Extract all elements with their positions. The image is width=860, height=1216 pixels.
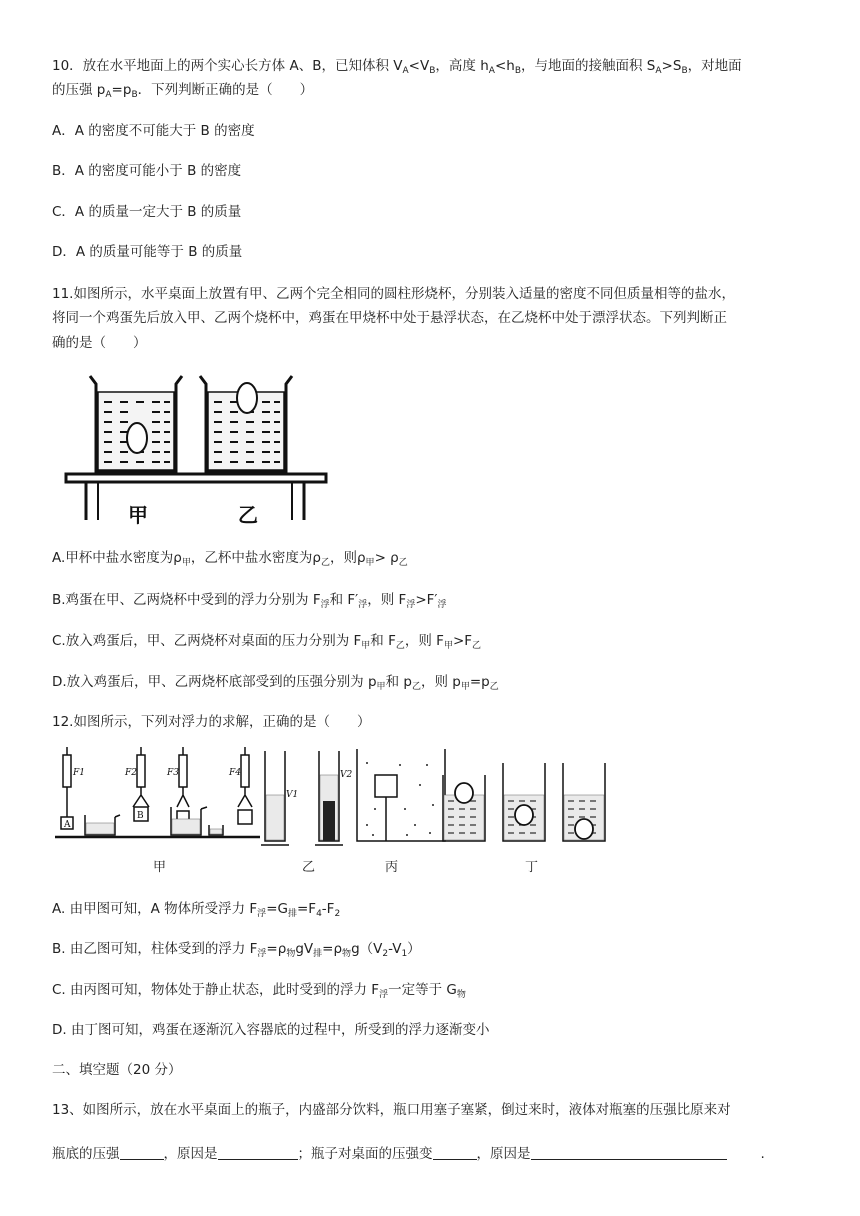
egg-right	[237, 383, 257, 413]
mark-f2: F2	[125, 768, 137, 778]
q10-stem-line2: 的压强 $p_A=p_B$．下列判断正确的是（ ）	[52, 82, 314, 100]
q10-option-d: D．A 的质量可能等于 B 的质量	[52, 244, 243, 260]
fig-label-jia: 甲	[128, 503, 148, 527]
label-jia: 甲	[153, 860, 167, 875]
section-title: 二、填空题（20 分）	[52, 1062, 182, 1078]
q12-option-b: B. 由乙图可知，柱体受到的浮力 $F_浮=\rho_物gV_排=\rho_物g(V_2-V_1)$	[52, 941, 421, 959]
blank-2[interactable]	[218, 1145, 298, 1160]
mark-f4: F4	[229, 768, 241, 778]
q10-option-c: C．A 的质量一定大于 B 的质量	[52, 204, 242, 220]
q10-option-a: A．A 的密度不可能大于 B 的密度	[52, 123, 255, 139]
label-bing: 丙	[385, 860, 399, 875]
q11-stem-line2: 将同一个鸡蛋先后放入甲、乙两个烧杯中，鸡蛋在甲烧杯中处于悬浮状态，在乙烧杯中处于漂浮状态。下列判断正	[52, 310, 727, 326]
q11-option-a: A.甲杯中盐水密度为$\rho_甲$，乙杯中盐水密度为$\rho_乙$，则$\rho_甲> \rho_乙$	[52, 550, 408, 568]
egg-floating	[455, 783, 473, 803]
q13-stem-line1: 13、如图所示，放在水平桌面上的瓶子，内盛部分饮料，瓶口用塞子塞紧，倒过来时，液体对瓶塞的压强比原来对	[52, 1102, 731, 1118]
buoyancy-figure	[55, 745, 625, 877]
blank-4[interactable]	[531, 1145, 727, 1160]
q11-option-d: D.放入鸡蛋后，甲、乙两烧杯底部受到的压强分别为 $p_甲$和 $p_乙$，则 $p_甲=p_乙$	[52, 674, 499, 692]
mark-a: A	[64, 820, 71, 830]
q11-option-b: B.鸡蛋在甲、乙两烧杯中受到的浮力分别为 $F_浮$和 $F'_浮$，则 $F_浮>F'_浮$	[52, 592, 447, 610]
egg-suspended	[515, 805, 533, 825]
label-yi: 乙	[302, 860, 316, 875]
q11-option-c: C.放入鸡蛋后，甲、乙两烧杯对桌面的压力分别为 $F_甲$和 $F_乙$，则 $F_甲>F_乙$	[52, 633, 482, 651]
spring-scale-3	[177, 747, 189, 823]
spring-scale-4	[238, 747, 252, 824]
mark-v2: V2	[340, 770, 353, 780]
label-ding: 丁	[525, 860, 539, 875]
egg-left	[127, 423, 147, 453]
q12-option-a: A. 由甲图可知，A 物体所受浮力 $F_浮=G_排=F_4-F_2$	[52, 901, 341, 919]
q11-stem-line3: 确的是（ ）	[52, 335, 147, 351]
q13-stem-line2: 瓶底的压强 ，原因是 ；瓶子对桌面的压强变 ，原因是 .	[52, 1146, 765, 1162]
mark-v1: V1	[286, 790, 299, 800]
mark-b: B	[137, 811, 144, 821]
mark-f3: F3	[167, 768, 179, 778]
blank-3[interactable]	[433, 1145, 477, 1160]
spring-scale-1	[61, 747, 73, 829]
fig-label-yi: 乙	[238, 503, 258, 527]
mark-f1: F1	[73, 768, 85, 778]
q11-stem-line1: 11.如图所示，水平桌面上放置有甲、乙两个完全相同的圆柱形烧杯，分别装入适量的密度不同但质量相等的盐水，	[52, 286, 735, 302]
q12-option-d: D. 由丁图可知，鸡蛋在逐渐沉入容器底的过程中，所受到的浮力逐渐变小	[52, 1022, 490, 1038]
q10-option-b: B．A 的密度可能小于 B 的密度	[52, 163, 242, 179]
q12-stem: 12.如图所示，下列对浮力的求解，正确的是（ ）	[52, 714, 371, 730]
spring-scale-2	[133, 747, 149, 821]
q12-option-c: C. 由丙图可知，物体处于静止状态，此时受到的浮力 $F_浮$一定等于 $G_物$	[52, 982, 466, 1000]
q10-stem-line1: 10．放在水平地面上的两个实心长方体 A、B，已知体积 $V_A<V_B$，高度 $h_A<h_B$，与地面的接触面积 $S_A>S_B$，对地面	[52, 58, 742, 76]
blank-1[interactable]	[120, 1145, 164, 1160]
egg-sinking	[575, 819, 593, 839]
beakers-figure	[60, 370, 330, 532]
